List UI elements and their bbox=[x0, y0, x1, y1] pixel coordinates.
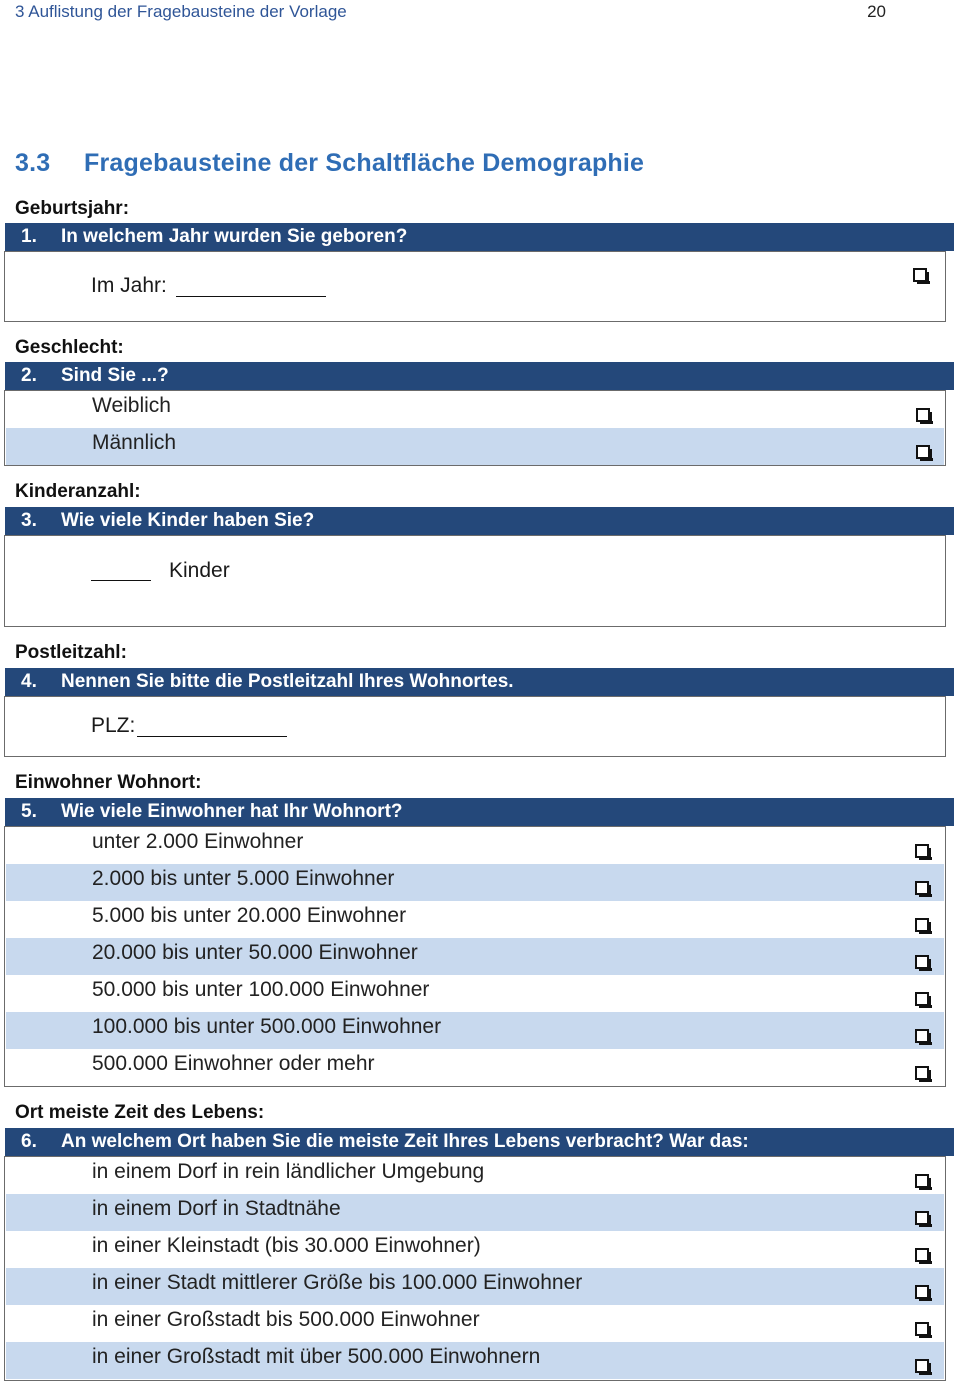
option-label: in einem Dorf in rein ländlicher Umgebung bbox=[92, 1160, 485, 1183]
option-label: 5.000 bis unter 20.000 Einwohner bbox=[92, 904, 407, 927]
option-label: unter 2.000 Einwohner bbox=[92, 830, 304, 853]
option-row[interactable] bbox=[6, 1305, 944, 1342]
checkbox-icon[interactable] bbox=[915, 881, 929, 895]
q2-answer-box bbox=[4, 390, 946, 466]
q1-label: Geburtsjahr: bbox=[15, 198, 130, 219]
q3-answer-box bbox=[4, 535, 946, 627]
q2-header bbox=[5, 362, 954, 390]
option-label: Weiblich bbox=[92, 394, 171, 417]
chapter-title: 3 Auflistung der Fragebausteine der Vorlage bbox=[15, 2, 347, 21]
q5-number: 5. bbox=[21, 801, 37, 822]
q5-text: Wie viele Einwohner hat Ihr Wohnort? bbox=[61, 801, 403, 822]
checkbox-icon[interactable] bbox=[915, 1174, 929, 1188]
q6-label: Ort meiste Zeit des Lebens: bbox=[15, 1102, 265, 1123]
option-row[interactable] bbox=[6, 975, 944, 1012]
q3-header bbox=[5, 507, 954, 535]
checkbox-icon[interactable] bbox=[916, 408, 930, 422]
option-label: in einer Stadt mittlerer Größe bis 100.000 Einwohner bbox=[92, 1271, 583, 1294]
q4-label: Postleitzahl: bbox=[15, 642, 127, 663]
section-title bbox=[15, 149, 644, 178]
q1-field-label: Im Jahr: bbox=[91, 274, 167, 297]
option-label: in einer Großstadt bis 500.000 Einwohner bbox=[92, 1308, 480, 1331]
plz-input-line[interactable] bbox=[137, 736, 287, 737]
checkbox-icon[interactable] bbox=[915, 1285, 929, 1299]
option-row[interactable] bbox=[6, 428, 944, 465]
q2-label: Geschlecht: bbox=[15, 337, 124, 358]
option-label: in einer Großstadt mit über 500.000 Einwohnern bbox=[92, 1345, 541, 1368]
q1-header bbox=[5, 223, 954, 251]
option-row[interactable] bbox=[6, 1157, 944, 1194]
children-input-line[interactable] bbox=[91, 580, 151, 581]
q4-text: Nennen Sie bitte die Postleitzahl Ihres Wohnortes. bbox=[61, 671, 514, 692]
checkbox-icon[interactable] bbox=[915, 918, 929, 932]
q2-number: 2. bbox=[21, 365, 37, 386]
checkbox-icon[interactable] bbox=[915, 955, 929, 969]
q4-number: 4. bbox=[21, 671, 37, 692]
option-row[interactable] bbox=[6, 1049, 944, 1086]
q5-answer-box bbox=[4, 826, 946, 1087]
checkbox-icon[interactable] bbox=[915, 992, 929, 1006]
option-label: 20.000 bis unter 50.000 Einwohner bbox=[92, 941, 418, 964]
q1-text: In welchem Jahr wurden Sie geboren? bbox=[61, 226, 408, 247]
option-label: 2.000 bis unter 5.000 Einwohner bbox=[92, 867, 395, 890]
q1-number: 1. bbox=[21, 226, 37, 247]
q6-number: 6. bbox=[21, 1131, 37, 1152]
year-input-line[interactable] bbox=[176, 296, 326, 297]
checkbox-icon[interactable] bbox=[915, 1322, 929, 1336]
q3-field-suffix: Kinder bbox=[169, 559, 230, 582]
q6-text: An welchem Ort haben Sie die meiste Zeit Ihres Lebens verbracht? War das: bbox=[61, 1131, 749, 1152]
option-row[interactable] bbox=[6, 938, 944, 975]
option-label: in einer Kleinstadt (bis 30.000 Einwohner) bbox=[92, 1234, 481, 1257]
option-row[interactable] bbox=[6, 827, 944, 864]
option-row[interactable] bbox=[6, 1342, 944, 1379]
option-row[interactable] bbox=[6, 1012, 944, 1049]
section-heading: Fragebausteine der Schaltfläche Demographie bbox=[84, 149, 645, 177]
option-row[interactable] bbox=[6, 391, 944, 428]
page-header bbox=[15, 2, 886, 26]
q5-label: Einwohner Wohnort: bbox=[15, 772, 202, 793]
q2-text: Sind Sie ...? bbox=[61, 365, 169, 386]
q3-number: 3. bbox=[21, 510, 37, 531]
q3-label: Kinderanzahl: bbox=[15, 481, 141, 502]
option-label: in einem Dorf in Stadtnähe bbox=[92, 1197, 341, 1220]
checkbox-icon[interactable] bbox=[916, 445, 930, 459]
option-row[interactable] bbox=[6, 1268, 944, 1305]
q3-text: Wie viele Kinder haben Sie? bbox=[61, 510, 315, 531]
checkbox-icon[interactable] bbox=[915, 1359, 929, 1373]
option-row[interactable] bbox=[6, 901, 944, 938]
option-label: 50.000 bis unter 100.000 Einwohner bbox=[92, 978, 430, 1001]
checkbox-icon[interactable] bbox=[915, 844, 929, 858]
q6-header bbox=[5, 1128, 954, 1156]
q5-header bbox=[5, 798, 954, 826]
checkbox-icon[interactable] bbox=[915, 1248, 929, 1262]
checkbox-icon[interactable] bbox=[915, 1066, 929, 1080]
q4-field-label: PLZ: bbox=[91, 714, 136, 737]
q1-checkbox-icon[interactable] bbox=[913, 268, 927, 282]
option-row[interactable] bbox=[6, 1231, 944, 1268]
checkbox-icon[interactable] bbox=[915, 1211, 929, 1225]
option-row[interactable] bbox=[6, 864, 944, 901]
q4-answer-box bbox=[4, 696, 946, 757]
section-number: 3.3 bbox=[15, 149, 51, 177]
option-label: Männlich bbox=[92, 431, 177, 454]
option-row[interactable] bbox=[6, 1194, 944, 1231]
option-label: 100.000 bis unter 500.000 Einwohner bbox=[92, 1015, 442, 1038]
q4-header bbox=[5, 668, 954, 696]
q1-answer-box bbox=[4, 251, 946, 322]
option-label: 500.000 Einwohner oder mehr bbox=[92, 1052, 375, 1075]
page-number: 20 bbox=[867, 2, 886, 21]
checkbox-icon[interactable] bbox=[915, 1029, 929, 1043]
q6-answer-box bbox=[4, 1156, 946, 1381]
